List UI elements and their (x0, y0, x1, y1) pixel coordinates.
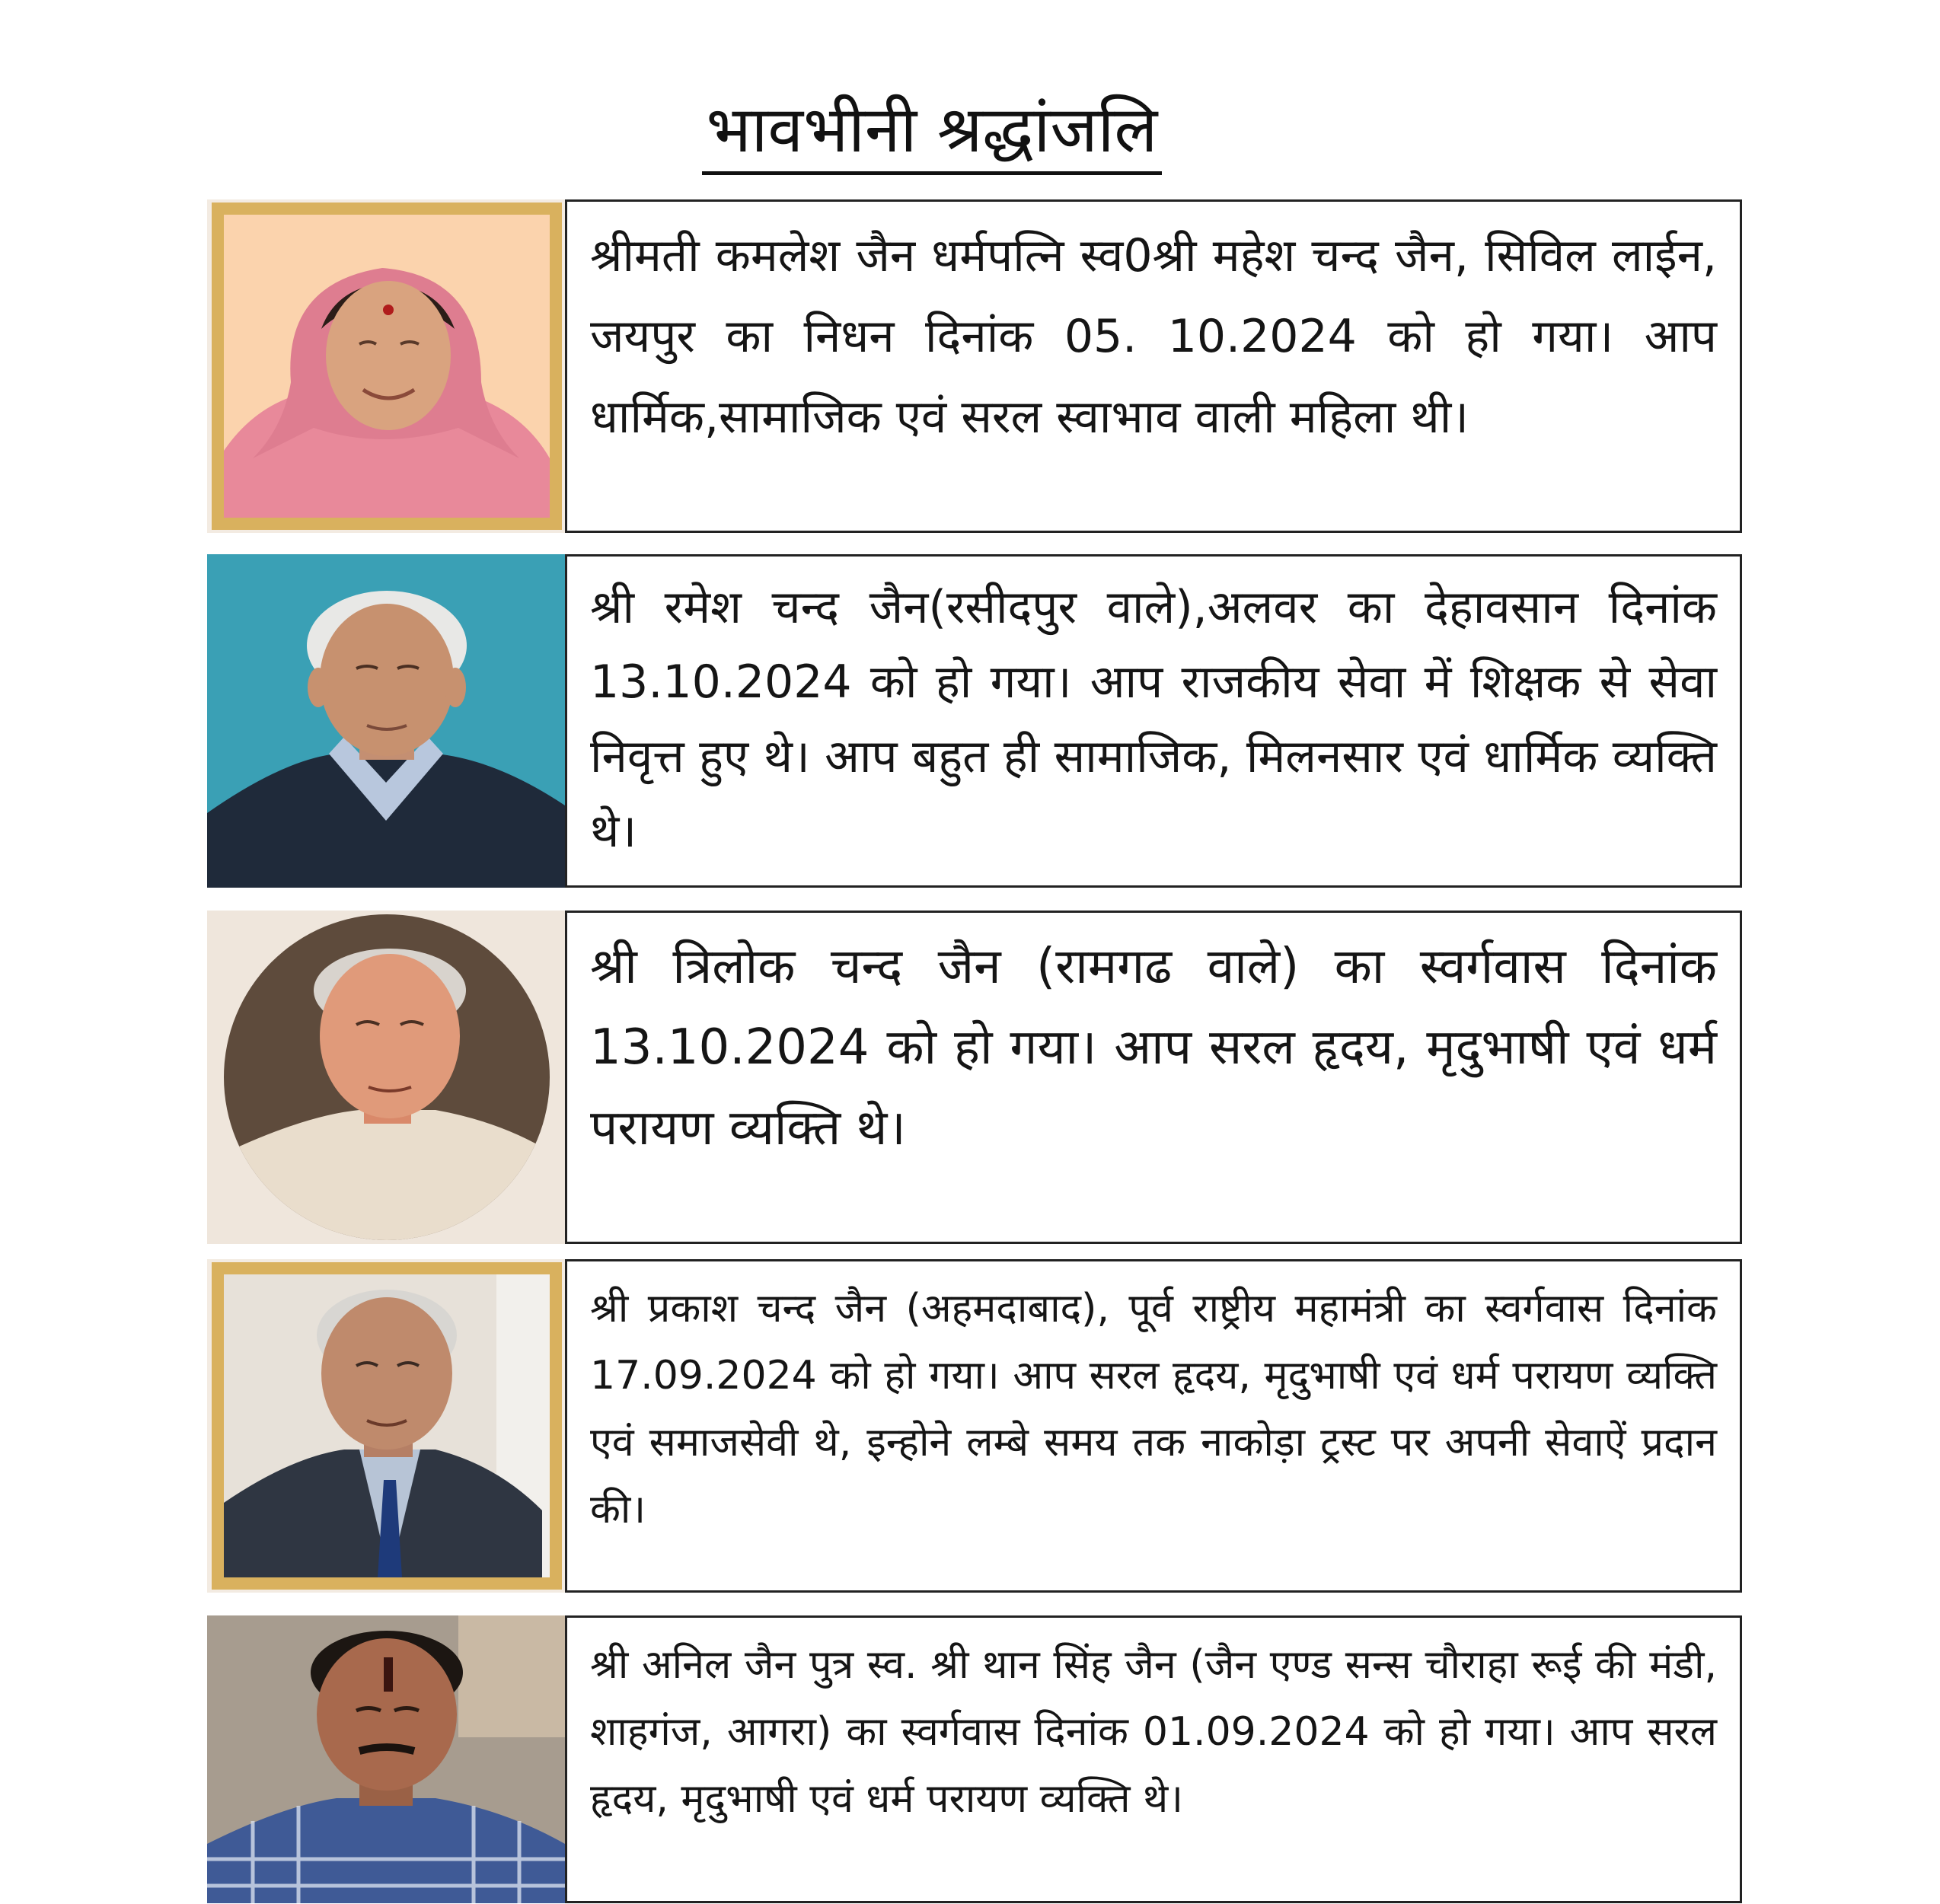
portrait-photo-man (207, 554, 565, 888)
tribute-card (207, 199, 1742, 533)
tribute-text: श्री प्रकाश चन्द जैन (अहमदाबाद), पूर्व राष्ट्रीय महामंत्री का स्वर्गवास दिनांक 17.09.2024 को हो गया। आप सरल हृदय, मृदुभाषी एवं धर्म परायण व्यक्ति एवं समाजसेवी थे, इन्होने लम्बे समय तक नाकोड़ा ट्रस्ट पर अपनी सेवाऐं प्रदान की। (565, 1259, 1742, 1593)
tribute-text: श्रीमती कमलेश जैन धर्मपत्नि स्व0श्री महेश चन्द जैन, सिविल लाईन, जयपुर का निधन दिनांक 05. 10.2024 को हो गया। आप धार्मिक,सामाजिक एवं सरल स्वाभाव वाली महिला थी। (565, 199, 1742, 533)
tribute-text: श्री रमेश चन्द जैन(रसीदपुर वाले),अलवर का देहावसान दिनांक 13.10.2024 को हो गया। आप राजकीय सेवा में शिक्षक से सेवा निवृत्त हुए थे। आप बहुत ही सामाजिक, मिलनसार एवं धार्मिक व्यक्ति थे। (565, 554, 1742, 888)
tribute-card (207, 911, 1742, 1244)
portrait-photo-man (207, 1259, 565, 1593)
tribute-card (207, 554, 1742, 888)
portrait-photo-woman (207, 199, 565, 533)
page-title: भावभीनी श्रद्धांजलि (0, 88, 1864, 171)
tribute-card (207, 1615, 1742, 1903)
tribute-text: श्री त्रिलोक चन्द जैन (रामगढ वाले) का स्वर्गवास दिनांक 13.10.2024 को हो गया। आप सरल हृदय, मृदुभाषी एवं धर्म परायण व्यक्ति थे। (565, 911, 1742, 1244)
tribute-text: श्री अनिल जैन पुत्र स्व. श्री थान सिंह जैन (जैन एण्ड सन्स चौराहा रूई की मंडी, शाहगंज, आगरा) का स्वर्गवास दिनांक 01.09.2024 को हो गया। आप सरल हृदय, मृदुभाषी एवं धर्म परायण व्यक्ति थे। (565, 1615, 1742, 1903)
portrait-photo-man (207, 1615, 565, 1903)
portrait-photo-man (207, 911, 565, 1244)
tribute-card (207, 1259, 1742, 1593)
